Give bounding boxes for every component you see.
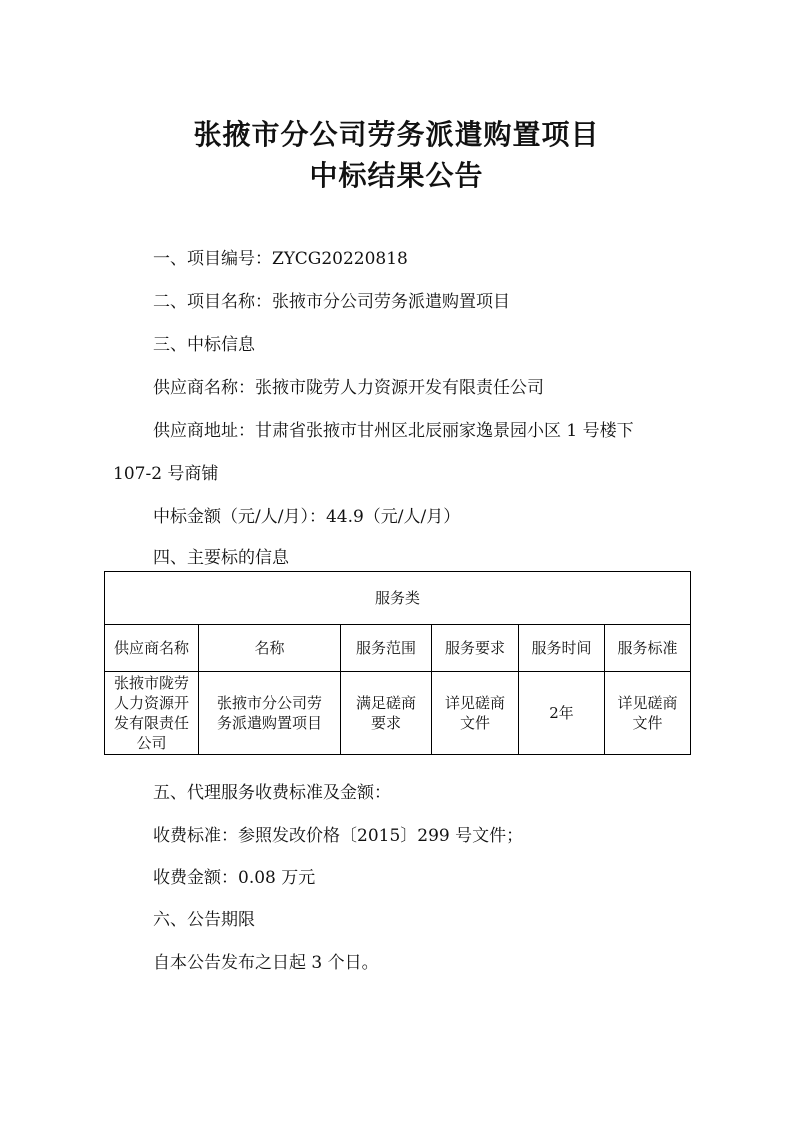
fee-amount: 收费金额：0.08 万元 — [153, 868, 316, 888]
project-number: 一、项目编号：ZYCG20220818 — [153, 249, 408, 269]
header-supplier: 供应商名称 — [105, 625, 199, 672]
fee-standard: 收费标准：参照发改价格〔2015〕299 号文件； — [153, 826, 524, 846]
header-name: 名称 — [199, 625, 341, 672]
header-scope: 服务范围 — [341, 625, 432, 672]
notice-title-line1: 张掖市分公司劳务派遣购置项目 — [193, 118, 600, 151]
supplier-address-continued: 107-2 号商铺 — [113, 464, 219, 484]
table-category-row — [105, 572, 691, 625]
supplier-address: 供应商地址：甘肃省张掖市甘州区北辰丽家逸景园小区 1 号楼下 — [153, 421, 634, 441]
cell-requirement: 详见磋商文件 — [432, 672, 519, 755]
agency-fee-heading: 五、代理服务收费标准及金额： — [153, 783, 391, 803]
main-info-heading: 四、主要标的信息 — [153, 548, 289, 568]
award-amount: 中标金额（元/人/月）：44.9（元/人/月） — [153, 507, 461, 527]
table-row — [105, 672, 691, 755]
cell-standard: 详见磋商文件 — [605, 672, 691, 755]
cell-scope: 满足磋商要求 — [341, 672, 432, 755]
table-header-row — [105, 625, 691, 672]
award-info-heading: 三、中标信息 — [153, 335, 255, 355]
notice-period-heading: 六、公告期限 — [153, 910, 255, 930]
cell-supplier: 张掖市陇劳人力资源开发有限责任公司 — [105, 672, 199, 755]
header-time: 服务时间 — [519, 625, 605, 672]
project-name: 二、项目名称：张掖市分公司劳务派遣购置项目 — [153, 292, 510, 312]
notice-title-line2: 中标结果公告 — [309, 159, 484, 192]
header-standard: 服务标准 — [605, 625, 691, 672]
supplier-name: 供应商名称：张掖市陇劳人力资源开发有限责任公司 — [153, 378, 544, 398]
cell-time: 2年 — [519, 672, 605, 755]
award-details-table — [104, 571, 691, 755]
notice-period-text: 自本公告发布之日起 3 个日。 — [153, 953, 379, 973]
cell-name: 张掖市分公司劳务派遣购置项目 — [199, 672, 341, 755]
category-cell: 服务类 — [105, 572, 691, 625]
header-requirement: 服务要求 — [432, 625, 519, 672]
